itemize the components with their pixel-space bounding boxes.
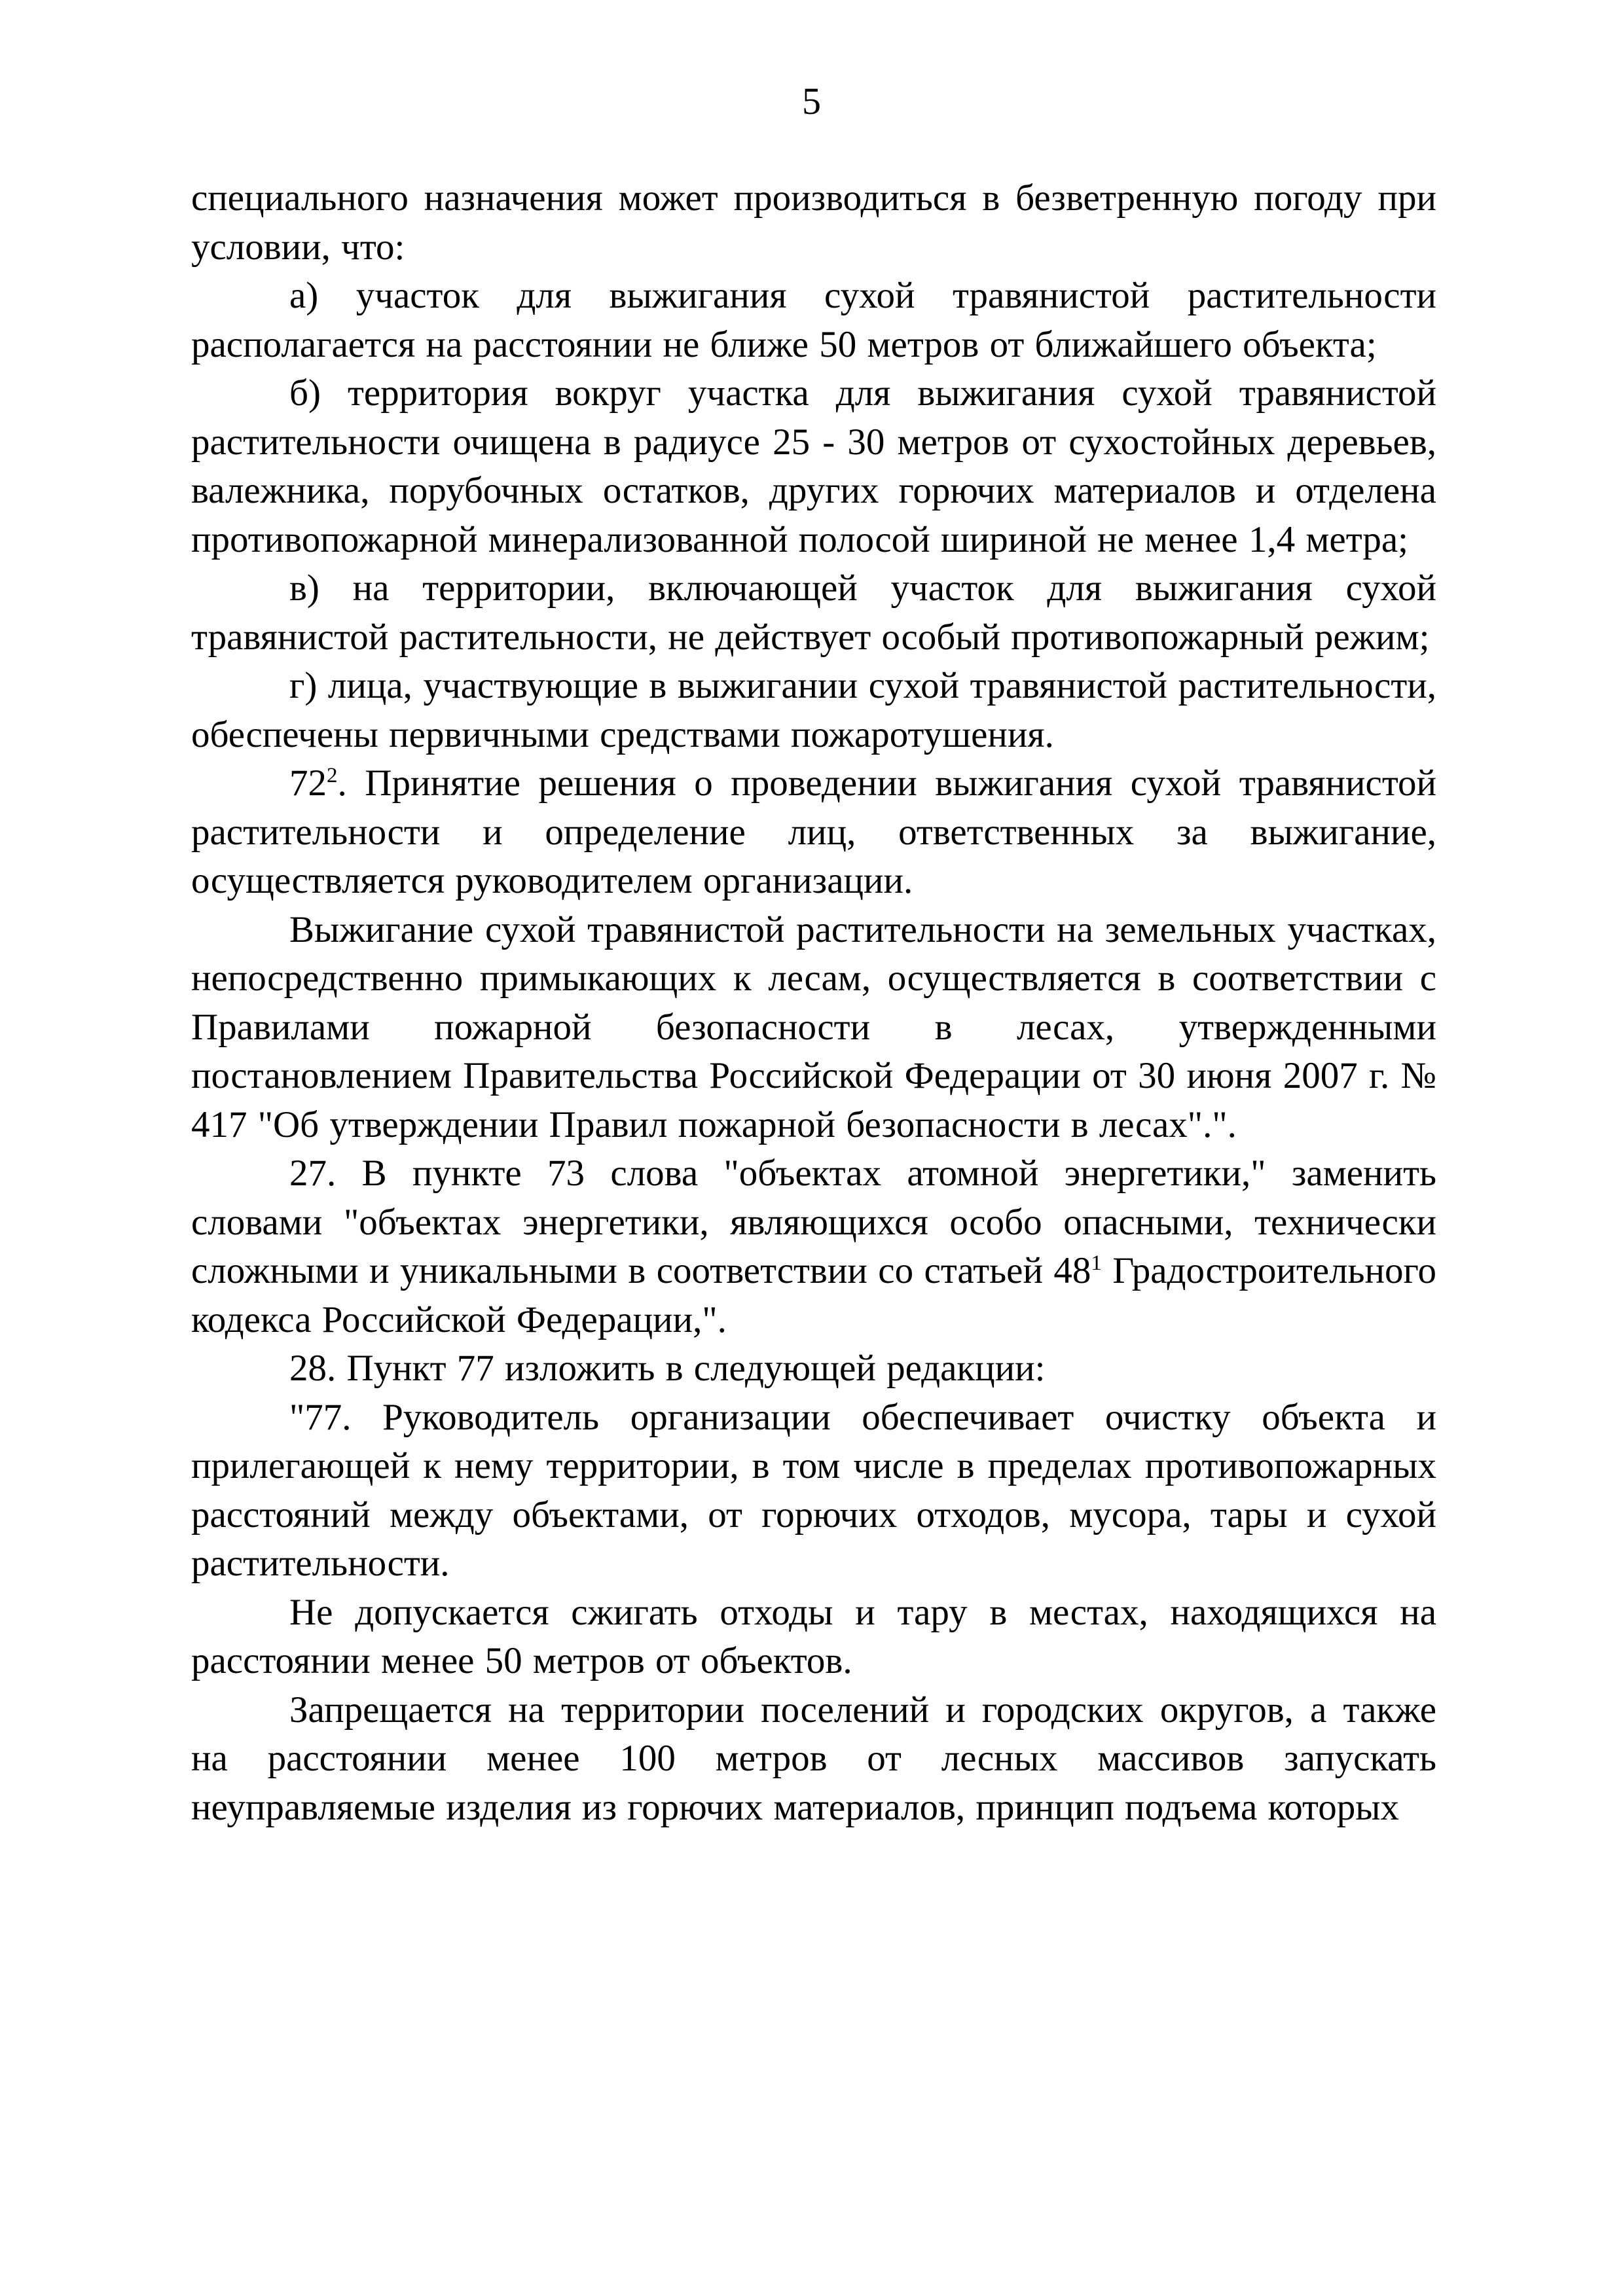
paragraph-clause-72-2 (191, 759, 1436, 906)
document-body (191, 174, 1436, 1832)
paragraph-item-g: г) лица, участвующие в выжигании сухой травянистой растительности, обеспечены первичными средствами пожаротушения. (191, 665, 1436, 755)
clause-number: 72 (289, 762, 327, 804)
paragraph-item-b: б) территория вокруг участка для выжигания сухой травянистой растительности очищена в радиусе 25 - 30 метров от сухостойных деревьев, валежника, порубочных остатков, других горючих материалов и отделена противопожарной минерализованной полосой шириной не менее 1,4 метра; (191, 372, 1436, 560)
clause-text: 27. В пункте 73 слова "объектах атомной энергетики," заменить словами "объектах энергетики, являющихся особо опасными, технически сложными и уникальными в соответствии со статьей 48 (191, 1153, 1436, 1291)
paragraph-prohibition: Запрещается на территории поселений и городских округов, а также на расстоянии менее 100 метров от лесных массивов запускать неуправляемые изделия из горючих материалов, принцип подъема которых (191, 1689, 1436, 1828)
clause-number-superscript: 2 (327, 764, 338, 787)
paragraph-item-v: в) на территории, включающей участок для выжигания сухой травянистой растительности, не действует особый противопожарный режим; (191, 567, 1436, 658)
paragraph-no-burning: Не допускается сжигать отходы и тару в местах, находящихся на расстоянии менее 50 метров от объектов. (191, 1591, 1436, 1681)
page-number: 5 (802, 80, 821, 122)
paragraph-clause-27 (191, 1149, 1436, 1344)
clause-text: . Принятие решения о проведении выжигания сухой травянистой растительности и определение лиц, ответственных за выжигание, осуществляется руководителем организации. (191, 762, 1436, 901)
article-number-superscript: 1 (1091, 1251, 1102, 1275)
paragraph-continuation: специального назначения может производиться в безветренную погоду при условии, что: (191, 177, 1436, 268)
paragraph-item-a: а) участок для выжигания сухой травянистой растительности располагается на расстоянии не ближе 50 метров от ближайшего объекта; (191, 275, 1436, 365)
paragraph-clause-77: "77. Руководитель организации обеспечивает очистку объекта и прилегающей к нему территории, в том числе в пределах противопожарных расстояний между объектами, от горючих отходов, мусора, тары и сухой растительности. (191, 1396, 1436, 1584)
paragraph-burning-rules: Выжигание сухой травянистой растительности на земельных участках, непосредственно примыкающих к лесам, осуществляется в соответствии с Правилами пожарной безопасности в лесах, утвержденными постановлением Правительства Российской Федерации от 30 июня 2007 г. № 417 "Об утверждении Правил пожарной безопасности в лесах".". (191, 908, 1436, 1145)
clause-text: Градостроительного кодекса Российской Федерации,". (191, 1250, 1436, 1340)
paragraph-clause-28: 28. Пункт 77 изложить в следующей редакции: (289, 1348, 1046, 1389)
